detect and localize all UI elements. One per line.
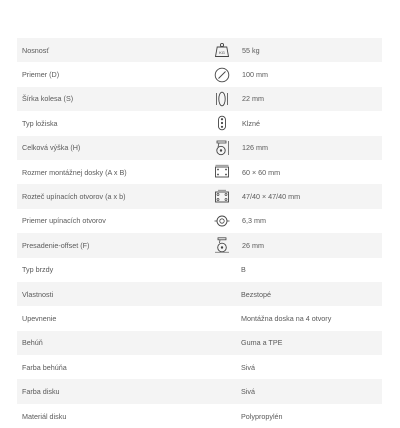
spec-row <box>17 258 382 282</box>
spec-value: 26 mm <box>242 240 264 250</box>
spec-value: 22 mm <box>242 94 264 104</box>
spec-row <box>17 160 382 184</box>
spec-label: Farba disku <box>22 387 60 397</box>
spec-row <box>17 209 382 233</box>
spec-value: 6,3 mm <box>242 216 266 226</box>
spec-value: Guma a TPE <box>241 338 283 348</box>
spec-row <box>17 111 382 135</box>
spec-value: Sivá <box>241 387 255 397</box>
spec-value: Bezstopé <box>241 289 271 299</box>
bearing-icon <box>213 114 231 132</box>
spec-label: Priemer (D) <box>22 70 60 80</box>
spec-row <box>17 233 382 257</box>
hole-spacing-icon <box>213 188 231 206</box>
spec-value: Klzné <box>242 118 260 128</box>
spec-row <box>17 306 382 330</box>
spec-value: Polypropylén <box>241 411 283 421</box>
spec-value: 60 × 60 mm <box>242 167 281 177</box>
spec-value: Montážna doska na 4 otvory <box>241 313 332 323</box>
wheel-width-icon <box>213 90 231 108</box>
weight-icon-text: KG <box>219 49 225 55</box>
spec-label: Vlastnosti <box>22 289 54 299</box>
spec-value: 126 mm <box>242 143 268 153</box>
spec-value: 100 mm <box>242 70 268 80</box>
spec-label: Typ brzdy <box>22 265 54 275</box>
spec-row <box>17 331 382 355</box>
spec-label: Nosnosť <box>22 45 50 55</box>
spec-label: Šírka kolesa (S) <box>22 94 74 104</box>
spec-table <box>17 38 382 428</box>
spec-value: 47/40 × 47/40 mm <box>242 192 301 202</box>
spec-row <box>17 379 382 403</box>
spec-row <box>17 62 382 86</box>
spec-label: Upevnenie <box>22 313 57 323</box>
spec-label: Celková výška (H) <box>22 143 81 153</box>
spec-label: Rozmer montážnej dosky (A x B) <box>22 167 127 177</box>
offset-icon <box>213 236 231 254</box>
spec-label: Materiál disku <box>22 411 67 421</box>
spec-label: Rozteč upínacích otvorov (a x b) <box>22 192 126 202</box>
spec-label: Farba behúňa <box>22 362 67 372</box>
spec-row <box>17 282 382 306</box>
spec-value: 55 kg <box>242 45 260 55</box>
spec-row <box>17 184 382 208</box>
spec-value: B <box>241 265 246 275</box>
spec-row <box>17 87 382 111</box>
spec-label: Behúň <box>22 338 43 348</box>
spec-label: Priemer upínacích otvorov <box>22 216 106 226</box>
spec-row <box>17 38 382 62</box>
spec-row <box>17 404 382 428</box>
spec-row <box>17 355 382 379</box>
plate-size-icon <box>213 163 231 181</box>
weight-icon <box>213 41 231 59</box>
diameter-icon <box>213 66 231 84</box>
hole-diameter-icon <box>213 212 231 230</box>
spec-label: Typ ložiska <box>22 118 58 128</box>
spec-value: Sivá <box>241 362 255 372</box>
spec-label: Presadenie-offset (F) <box>22 240 90 250</box>
height-icon <box>213 139 231 157</box>
spec-row <box>17 136 382 160</box>
